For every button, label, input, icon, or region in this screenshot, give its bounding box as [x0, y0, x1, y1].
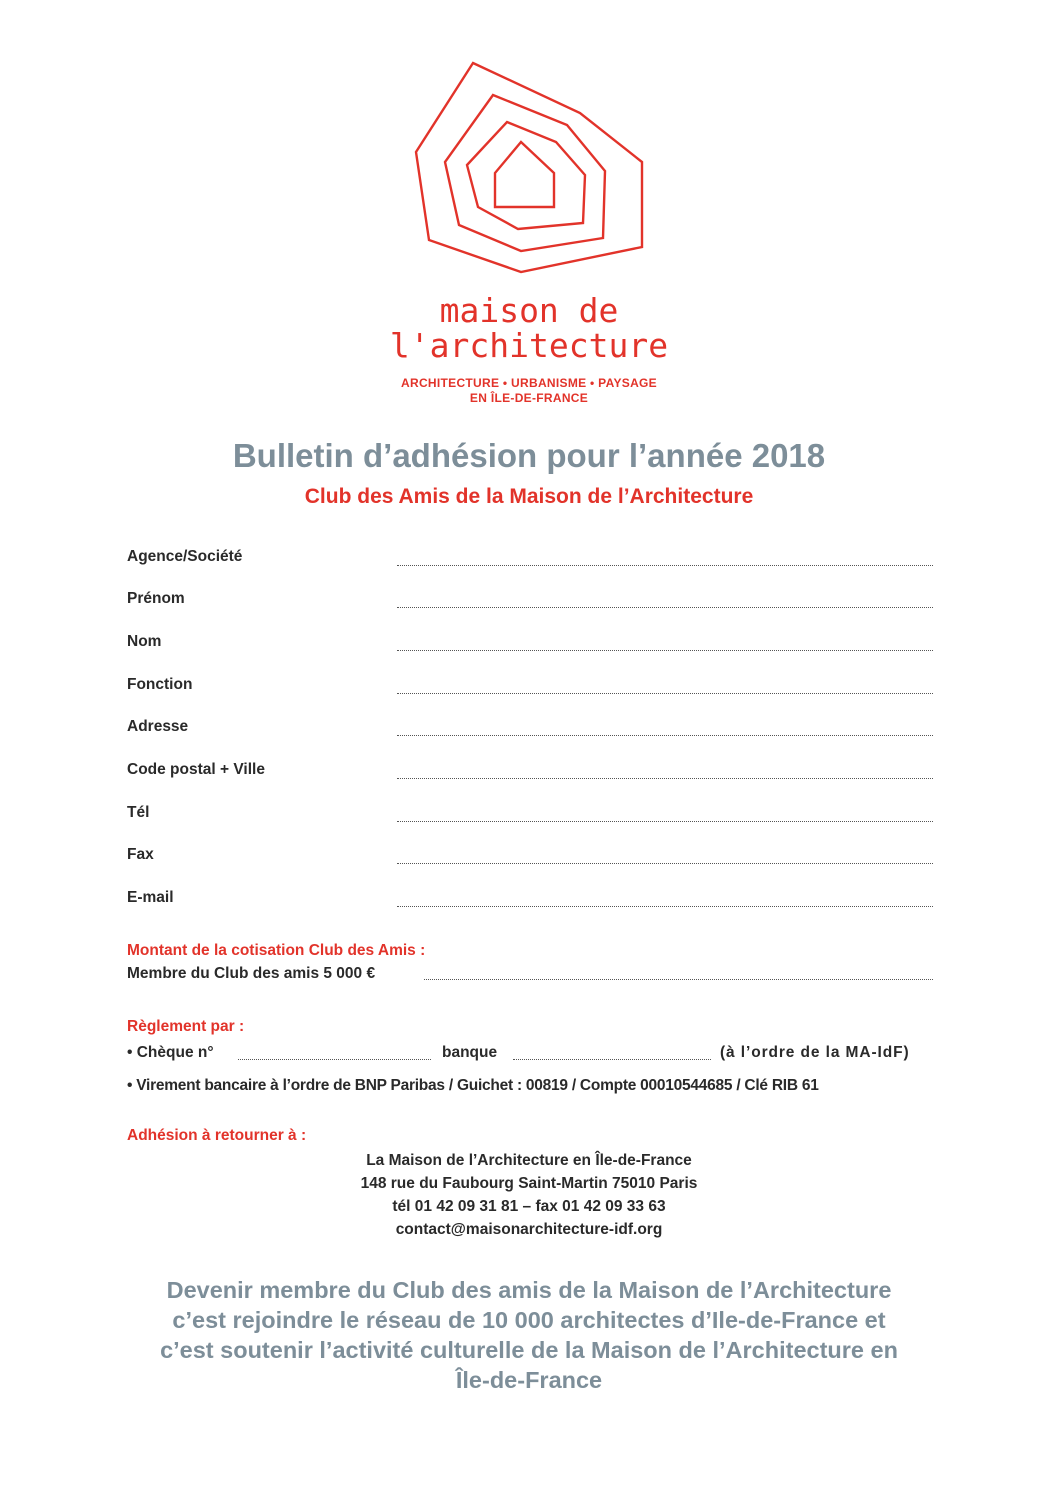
- field-label: E-mail: [127, 889, 174, 906]
- logo-tagline-2: EN ÎLE-DE-FRANCE: [469, 391, 589, 405]
- field-label: Fonction: [127, 676, 193, 693]
- field-label: Agence/Société: [127, 548, 243, 565]
- page-title: Bulletin d’adhésion pour l’année 2018: [232, 437, 826, 474]
- field-input-line[interactable]: [397, 607, 933, 608]
- retour-title: Adhésion à retourner à :: [127, 1127, 307, 1144]
- virement-line: • Virement bancaire à l’ordre de BNP Paribas / Guichet : 00819 / Compte 00010544685 / Clé RIB 61: [127, 1077, 819, 1094]
- logo-tagline-1: ARCHITECTURE • URBANISME • PAYSAGE: [401, 376, 657, 390]
- field-adresse[interactable]: [127, 718, 933, 742]
- cotisation-title: Montant de la cotisation Club des Amis :: [127, 942, 426, 959]
- field-input-line[interactable]: [397, 565, 933, 566]
- field-input-line[interactable]: [397, 863, 933, 864]
- field-label: Adresse: [127, 718, 189, 735]
- field-input-line[interactable]: [397, 821, 933, 822]
- field-input-line[interactable]: [397, 735, 933, 736]
- cheque-number-field[interactable]: [238, 1059, 431, 1060]
- field-label: Nom: [127, 633, 162, 650]
- field-agence[interactable]: [127, 548, 933, 572]
- logo-text-line2: l'architecture: [389, 326, 669, 365]
- field-label: Prénom: [127, 590, 185, 607]
- field-label: Tél: [127, 804, 150, 821]
- address-email[interactable]: contact@maisonarchitecture-idf.org: [395, 1221, 663, 1238]
- field-input-line[interactable]: [397, 650, 933, 651]
- address-street: 148 rue du Faubourg Saint-Martin 75010 Paris: [360, 1175, 698, 1192]
- address-name: La Maison de l’Architecture en Île-de-France: [366, 1152, 692, 1169]
- logo-text-line1: maison de: [439, 291, 619, 330]
- field-input-line[interactable]: [397, 778, 933, 779]
- ordre-label: (à l’ordre de la MA-IdF): [720, 1044, 910, 1061]
- field-fax[interactable]: [127, 846, 933, 870]
- closing-paragraph: [0, 1275, 1058, 1395]
- reglement-title: Règlement par :: [127, 1018, 245, 1035]
- field-nom[interactable]: [127, 633, 933, 657]
- field-email[interactable]: [127, 889, 933, 913]
- closing-line: c’est rejoindre le réseau de 10 000 architectes d’Ile-de-France et: [172, 1307, 886, 1333]
- cotisation-dotted-line[interactable]: [424, 979, 933, 980]
- field-prenom[interactable]: [127, 590, 933, 614]
- field-tel[interactable]: [127, 804, 933, 828]
- cheque-label: • Chèque n°: [127, 1044, 214, 1061]
- address-phone-fax: tél 01 42 09 31 81 – fax 01 42 09 33 63: [392, 1198, 666, 1215]
- field-code-postal-ville[interactable]: [127, 761, 933, 785]
- field-fonction[interactable]: [127, 676, 933, 700]
- closing-line: c’est soutenir l’activité culturelle de la Maison de l’Architecture en: [160, 1337, 898, 1363]
- banque-field[interactable]: [513, 1059, 711, 1060]
- field-input-line[interactable]: [397, 906, 933, 907]
- field-input-line[interactable]: [397, 693, 933, 694]
- closing-line: Île-de-France: [455, 1367, 603, 1393]
- banque-label: banque: [442, 1044, 498, 1061]
- house-logo-icon: [0, 0, 1058, 300]
- page-subtitle: Club des Amis de la Maison de l’Architecture: [304, 485, 754, 508]
- closing-line: Devenir membre du Club des amis de la Maison de l’Architecture: [166, 1277, 892, 1303]
- field-label: Code postal + Ville: [127, 761, 265, 778]
- cotisation-line: Membre du Club des amis 5 000 €: [127, 965, 376, 982]
- field-label: Fax: [127, 846, 154, 863]
